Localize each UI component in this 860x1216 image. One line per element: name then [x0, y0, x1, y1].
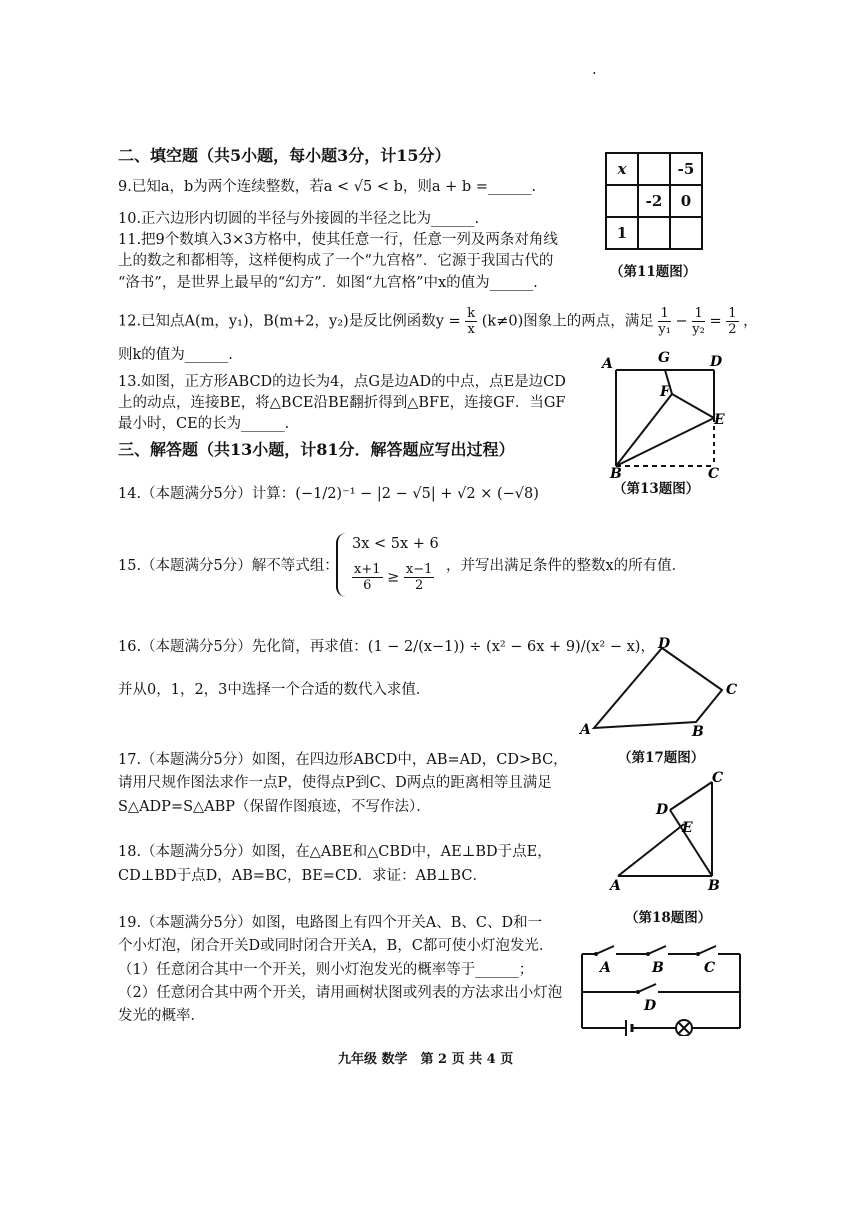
fig19-label-a: A	[600, 960, 611, 976]
fig13-label-g: G	[658, 350, 670, 366]
fig13-line-fe	[672, 394, 714, 418]
question-19-line1: 19.（本题满分5分）如图，电路图上有四个开关A、B、C、D和一	[118, 915, 543, 931]
fig17-label-d: D	[658, 636, 671, 652]
switch-b-node	[646, 952, 650, 956]
q12-frac-1y2	[692, 306, 705, 337]
grid-row	[606, 153, 702, 185]
question-16-line1: 16.（本题满分5分）先化简，再求值：(1 − 2/(x−1)) ÷ (x² − 6x + 9)/(x² − x)，	[118, 639, 655, 655]
fig17-label-a: A	[580, 722, 591, 738]
fig13-line-be	[616, 418, 714, 466]
question-18-line2: CD⊥BD于点D，AB=BC，BE=CD．求证：AB⊥BC．	[118, 868, 487, 884]
q12-one-b: 1	[692, 306, 705, 322]
figure-17-caption: （第17题图）	[618, 750, 705, 766]
section3-heading: 三、解答题（共13小题，计81分．解答题应写出过程）	[118, 440, 515, 459]
question-19-line2: 个小灯泡，闭合开关D或同时闭合开关A，B，C都可使小灯泡发光．	[118, 938, 554, 954]
q12-frac-kx	[465, 306, 477, 337]
grid-cell: -2	[638, 185, 670, 217]
question-15-b: ，并写出满足条件的整数x的所有值．	[446, 558, 687, 574]
grid-cell: -5	[670, 153, 702, 185]
figure-13-caption: （第13题图）	[613, 481, 700, 497]
switch-d-node	[636, 990, 640, 994]
question-12-line2: 则k的值为______.	[118, 347, 233, 363]
q12-text-a: 12.已知点A(m，y₁)，B(m+2，y₂)是反比例函数y =	[118, 313, 461, 330]
q15-num-left: x+1	[354, 562, 381, 577]
page-footer: 九年级 数学 第 2 页 共 4 页	[338, 1052, 514, 1067]
q15-inequality-1: 3x < 5x + 6	[352, 536, 439, 552]
question-15-a: 15.（本题满分5分）解不等式组：	[118, 558, 339, 574]
fig18-line-dc	[670, 782, 712, 810]
q15-brace	[336, 533, 348, 597]
question-17-line2: 请用尺规作图法求作一点P，使得点P到C、D两点的距离相等且满足	[118, 775, 552, 791]
fig13-label-c: C	[708, 466, 720, 478]
grid-row	[606, 185, 702, 217]
fig17-quad-outline	[594, 648, 722, 728]
q15-den-left: 6	[363, 578, 372, 593]
question-11-line2: 上的数之和都相等，这样便构成了一个“九宫格”．它源于我国古代的	[118, 253, 554, 269]
switch-a	[596, 946, 614, 954]
question-13-line2: 上的动点，连接BE，将△BCE沿BE翻折得到△BFE，连接GF．当GF	[118, 395, 566, 411]
fig17-label-c: C	[726, 682, 738, 698]
switch-d	[638, 984, 656, 992]
q15-inequality-2	[352, 562, 434, 593]
grid-cell	[638, 217, 670, 249]
question-9: 9.已知a，b为两个连续整数，若a < √5 < b，则a + b =______.	[118, 179, 537, 195]
grid-cell: 1	[606, 217, 638, 249]
question-19-line4: （2）任意闭合其中两个开关，请用画树状图或列表的方法求出小灯泡	[118, 985, 563, 1001]
q12-one-a: 1	[658, 306, 671, 322]
switch-b	[648, 946, 666, 954]
figure-18-caption: （第18题图）	[625, 910, 712, 926]
question-14: 14.（本题满分5分）计算：(−1/2)⁻¹ − |2 − √5| + √2 × (−√8)	[118, 486, 539, 502]
question-18-line1: 18.（本题满分5分）如图，在△ABE和△CBD中，AE⊥BD于点E，	[118, 844, 552, 860]
magic-square-grid	[605, 152, 703, 250]
fig13-line-bf	[616, 394, 672, 466]
question-11-line1: 11.把9个数填入3×3方格中，使其任意一行，任意一列及两条对角线	[118, 232, 558, 248]
q15-ge: ≥	[387, 569, 400, 586]
question-13-line1: 13.如图，正方形ABCD的边长为4，点G是边AD的中点，点E是边CD	[118, 374, 566, 390]
q15-den-right: 2	[414, 578, 424, 593]
fig18-line-ae	[618, 824, 684, 876]
q12-minus: −	[675, 313, 688, 330]
question-10: 10.正六边形内切圆的半径与外接圆的半径之比为______.	[118, 211, 480, 227]
section2-heading: 二、填空题（共5小题，每小题3分，计15分）	[118, 146, 451, 165]
fig18-label-a: A	[610, 878, 621, 894]
switch-c	[698, 946, 716, 954]
question-16-line2: 并从0，1，2，3中选择一个合适的数代入求值．	[118, 682, 431, 698]
q12-two: 2	[728, 322, 737, 337]
question-17-line1: 17.（本题满分5分）如图，在四边形ABCD中，AB=AD，CD>BC，	[118, 752, 568, 768]
fig18-label-c: C	[712, 770, 724, 786]
figure-17-quadrilateral	[578, 636, 753, 741]
q12-y2: y₂	[692, 322, 705, 337]
figure-19-circuit	[576, 936, 746, 1036]
grid-cell	[638, 153, 670, 185]
q12-one-c: 1	[728, 306, 737, 321]
q12-frac-half	[726, 306, 738, 337]
fig19-label-c: C	[704, 960, 716, 976]
q12-comma: ，	[743, 313, 758, 330]
question-19-line3: （1）任意闭合其中一个开关，则小灯泡发光的概率等于______；	[118, 962, 534, 978]
q12-k: k	[467, 306, 476, 321]
question-12-line1	[118, 306, 758, 337]
grid-cell	[606, 185, 638, 217]
q12-y1: y₁	[658, 322, 671, 337]
q15-frac-right	[404, 562, 435, 593]
q12-frac-1y1	[658, 306, 671, 337]
switch-a-node	[594, 952, 598, 956]
fig19-label-d: D	[644, 998, 657, 1014]
figure-18-triangles	[598, 770, 738, 895]
grid-cell: 0	[670, 185, 702, 217]
scan-dot: .	[592, 62, 597, 78]
fig18-label-b: B	[708, 878, 720, 894]
figure-11-caption: （第11题图）	[610, 264, 697, 280]
fig13-label-d: D	[710, 354, 723, 370]
q12-eq: =	[709, 313, 722, 330]
grid-cell	[670, 217, 702, 249]
question-19-line5: 发光的概率．	[118, 1008, 205, 1024]
fig17-label-b: B	[692, 724, 704, 740]
switch-c-node	[696, 952, 700, 956]
q12-x: x	[467, 322, 475, 337]
fig13-label-e: E	[714, 412, 725, 428]
q12-text-b: (k≠0)图象上的两点，满足	[481, 313, 654, 330]
fig13-label-a: A	[602, 356, 613, 372]
fig18-label-e: E	[682, 820, 693, 836]
q15-num-right: x−1	[405, 562, 433, 577]
question-13-line3: 最小时，CE的长为______.	[118, 416, 290, 432]
fig13-label-b: B	[610, 466, 622, 478]
q15-frac-left	[352, 562, 383, 593]
grid-row	[606, 217, 702, 249]
fig19-label-b: B	[652, 960, 664, 976]
question-17-line3: S△ADP=S△ABP（保留作图痕迹，不写作法）．	[118, 799, 431, 815]
fig18-label-d: D	[656, 802, 669, 818]
question-11-line3: “洛书”，是世界上最早的“幻方”．如图“九宫格”中x的值为______.	[118, 275, 538, 291]
fig13-label-f: F	[660, 384, 670, 400]
grid-cell: x	[606, 153, 638, 185]
figure-13-square	[596, 348, 736, 478]
